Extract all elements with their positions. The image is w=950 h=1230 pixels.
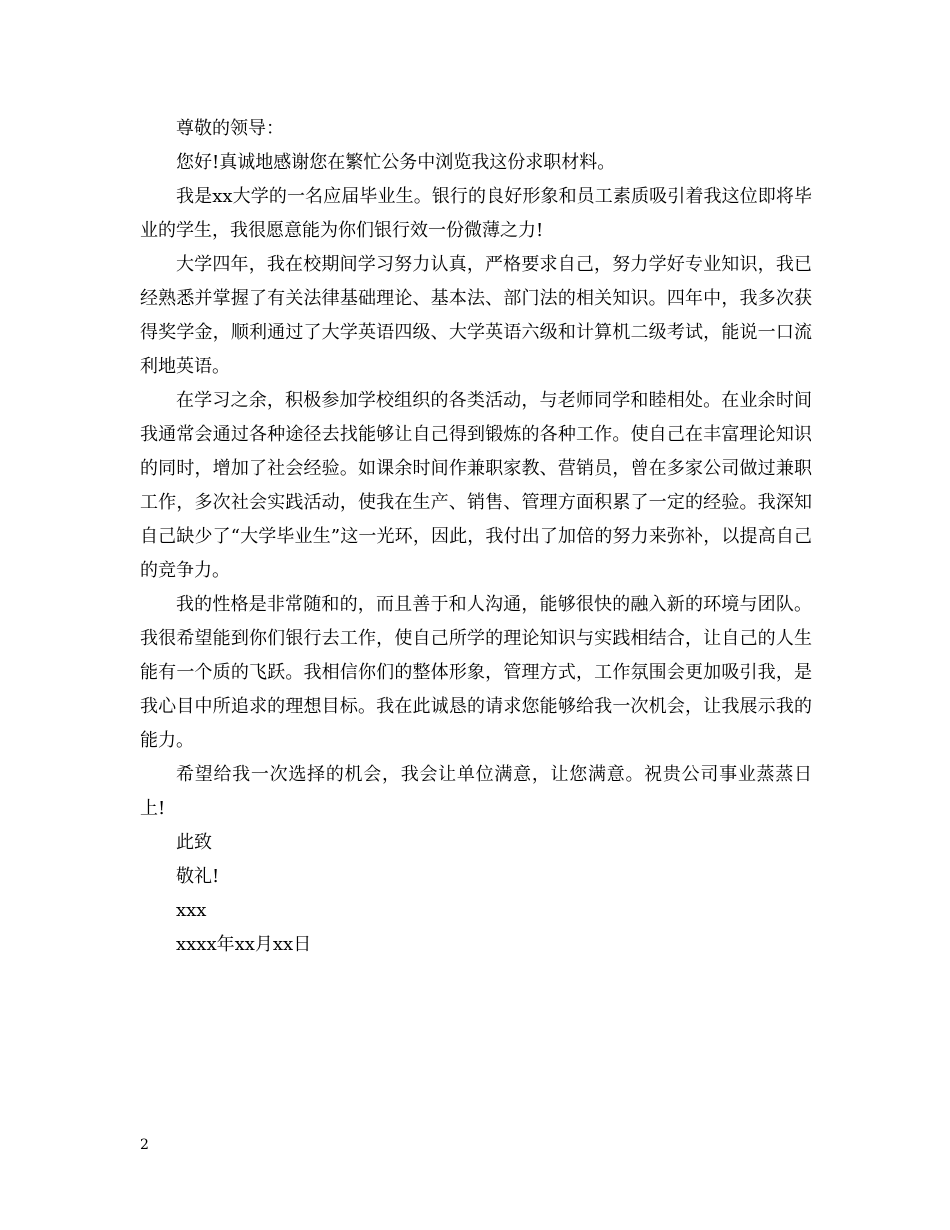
page-number: 2 — [140, 1137, 149, 1153]
closing-salute: 敬礼! — [176, 866, 220, 887]
paragraph-introduction: 我是xx大学的一名应届毕业生。银行的良好形象和员工素质吸引着我这位即将毕业的学生，我很愿意能为你们银行效一份微薄之力! — [140, 186, 812, 241]
paragraph-greeting: 您好!真诚地感谢您在繁忙公务中浏览我这份求职材料。 — [176, 152, 616, 173]
paragraph-activities: 在学习之余，积极参加学校组织的各类活动，与老师同学和睦相处。在业余时间我通常会通过各种途径去找能够让自己得到锻炼的各种工作。使自己在丰富理论知识的同时，增加了社会经验。如课余时间作兼职家教、营销员，曾在多家公司做过兼职工作，多次社会实践活动，使我在生产、销售、管理方面积累了一定的经验。我深知自己缺少了“大学毕业生”这一光环，因此，我付出了加倍的努力来弥补，以提高自己的竞争力。 — [140, 390, 812, 581]
salutation: 尊敬的领导： — [176, 118, 284, 139]
cover-letter — [140, 112, 812, 962]
paragraph-wishes: 希望给我一次选择的机会，我会让单位满意，让您满意。祝贵公司事业蒸蒸日上! — [140, 764, 812, 819]
paragraph-education: 大学四年，我在校期间学习努力认真，严格要求自己，努力学好专业知识，我已经熟悉并掌握了有关法律基础理论、基本法、部门法的相关知识。四年中，我多次获得奖学金，顺利通过了大学英语四级、大学英语六级和计算机二级考试，能说一口流利地英语。 — [140, 254, 812, 377]
letter-date: xxxx年xx月xx日 — [176, 934, 312, 955]
paragraph-personality: 我的性格是非常随和的，而且善于和人沟通，能够很快的融入新的环境与团队。我很希望能到你们银行去工作，使自己所学的理论知识与实践相结合，让自己的人生能有一个质的飞跃。我相信你们的整体形象，管理方式，工作氛围会更加吸引我，是我心目中所追求的理想目标。我在此诚恳的请求您能够给我一次机会，让我展示我的能力。 — [140, 594, 812, 751]
closing-phrase: 此致 — [176, 832, 212, 853]
signature: xxx — [176, 900, 207, 921]
